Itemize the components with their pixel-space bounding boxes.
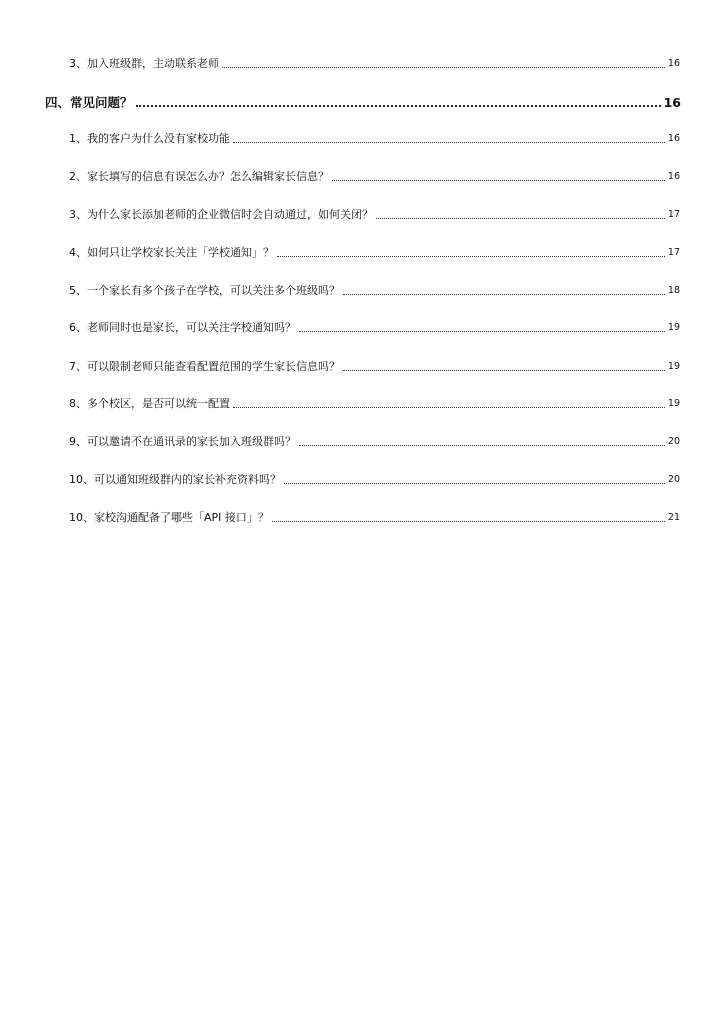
toc-dot-leader <box>284 483 665 484</box>
toc-entry-title: 6、老师同时也是家长，可以关注学校通知吗？ <box>69 321 296 334</box>
toc-entry-faq-1[interactable] <box>69 131 680 147</box>
toc-entry-title: 10、可以通知班级群内的家长补充资料吗？ <box>69 473 281 486</box>
toc-dot-leader <box>332 180 665 181</box>
toc-dot-leader <box>343 370 665 371</box>
toc-dot-leader <box>272 521 665 522</box>
toc-entry-faq-10[interactable] <box>69 472 680 488</box>
toc-entry-title: 8、多个校区，是否可以统一配置 <box>69 397 230 410</box>
toc-entry-page-number: 19 <box>667 398 680 409</box>
toc-entry-title: 1、我的客户为什么没有家校功能 <box>69 132 230 145</box>
toc-dot-leader <box>233 142 665 143</box>
toc-dot-leader <box>343 294 665 295</box>
toc-entry-title: 5、一个家长有多个孩子在学校，可以关注多个班级吗？ <box>69 284 340 297</box>
toc-dot-leader <box>277 256 665 257</box>
toc-entry-page-number: 16 <box>667 58 680 69</box>
toc-section-faq[interactable] <box>45 93 681 111</box>
toc-entry-faq-api[interactable] <box>69 510 680 526</box>
toc-entry-page-number: 17 <box>667 247 680 258</box>
toc-entry-title: 9、可以邀请不在通讯录的家长加入班级群吗？ <box>69 435 296 448</box>
toc-entry-title: 7、可以限制老师只能查看配置范围的学生家长信息吗？ <box>69 360 340 373</box>
toc-entry-faq-3[interactable] <box>69 207 680 223</box>
toc-entry-page-number: 17 <box>667 209 680 220</box>
toc-entry-page-number: 19 <box>667 361 680 372</box>
toc-entry-faq-8[interactable] <box>69 396 680 412</box>
toc-entry-page-number: 19 <box>667 322 680 333</box>
toc-entry-page-number: 20 <box>667 474 680 485</box>
toc-entry-title: 3、加入班级群，主动联系老师 <box>69 57 219 70</box>
toc-entry-title: 2、家长填写的信息有误怎么办？怎么编辑家长信息？ <box>69 170 329 183</box>
toc-entry-join-class-group[interactable] <box>69 56 680 72</box>
toc-section-title: 四、常见问题？ <box>45 95 133 110</box>
toc-entry-faq-5[interactable] <box>69 283 680 299</box>
toc-dot-leader <box>299 331 665 332</box>
toc-entry-faq-4[interactable] <box>69 245 680 261</box>
toc-entry-faq-2[interactable] <box>69 169 680 185</box>
toc-entry-title: 3、为什么家长添加老师的企业微信时会自动通过，如何关闭？ <box>69 208 373 221</box>
toc-entry-title: 4、如何只让学校家长关注「学校通知」？ <box>69 246 274 259</box>
toc-entry-page-number: 18 <box>667 285 680 296</box>
toc-dot-leader <box>222 67 665 68</box>
toc-entry-faq-7[interactable] <box>69 359 680 375</box>
toc-entry-page-number: 16 <box>667 133 680 144</box>
toc-entry-page-number: 16 <box>667 171 680 182</box>
toc-entry-page-number: 21 <box>667 512 680 523</box>
toc-section-page-number: 16 <box>663 95 681 110</box>
toc-entry-title: 10、家校沟通配备了哪些「API 接口」？ <box>69 511 269 524</box>
toc-dot-leader <box>136 105 661 107</box>
toc-entry-page-number: 20 <box>667 436 680 447</box>
toc-entry-faq-9[interactable] <box>69 434 680 450</box>
toc-dot-leader <box>376 218 665 219</box>
toc-dot-leader <box>233 407 665 408</box>
toc-dot-leader <box>299 445 665 446</box>
toc-entry-faq-6[interactable] <box>69 320 680 336</box>
